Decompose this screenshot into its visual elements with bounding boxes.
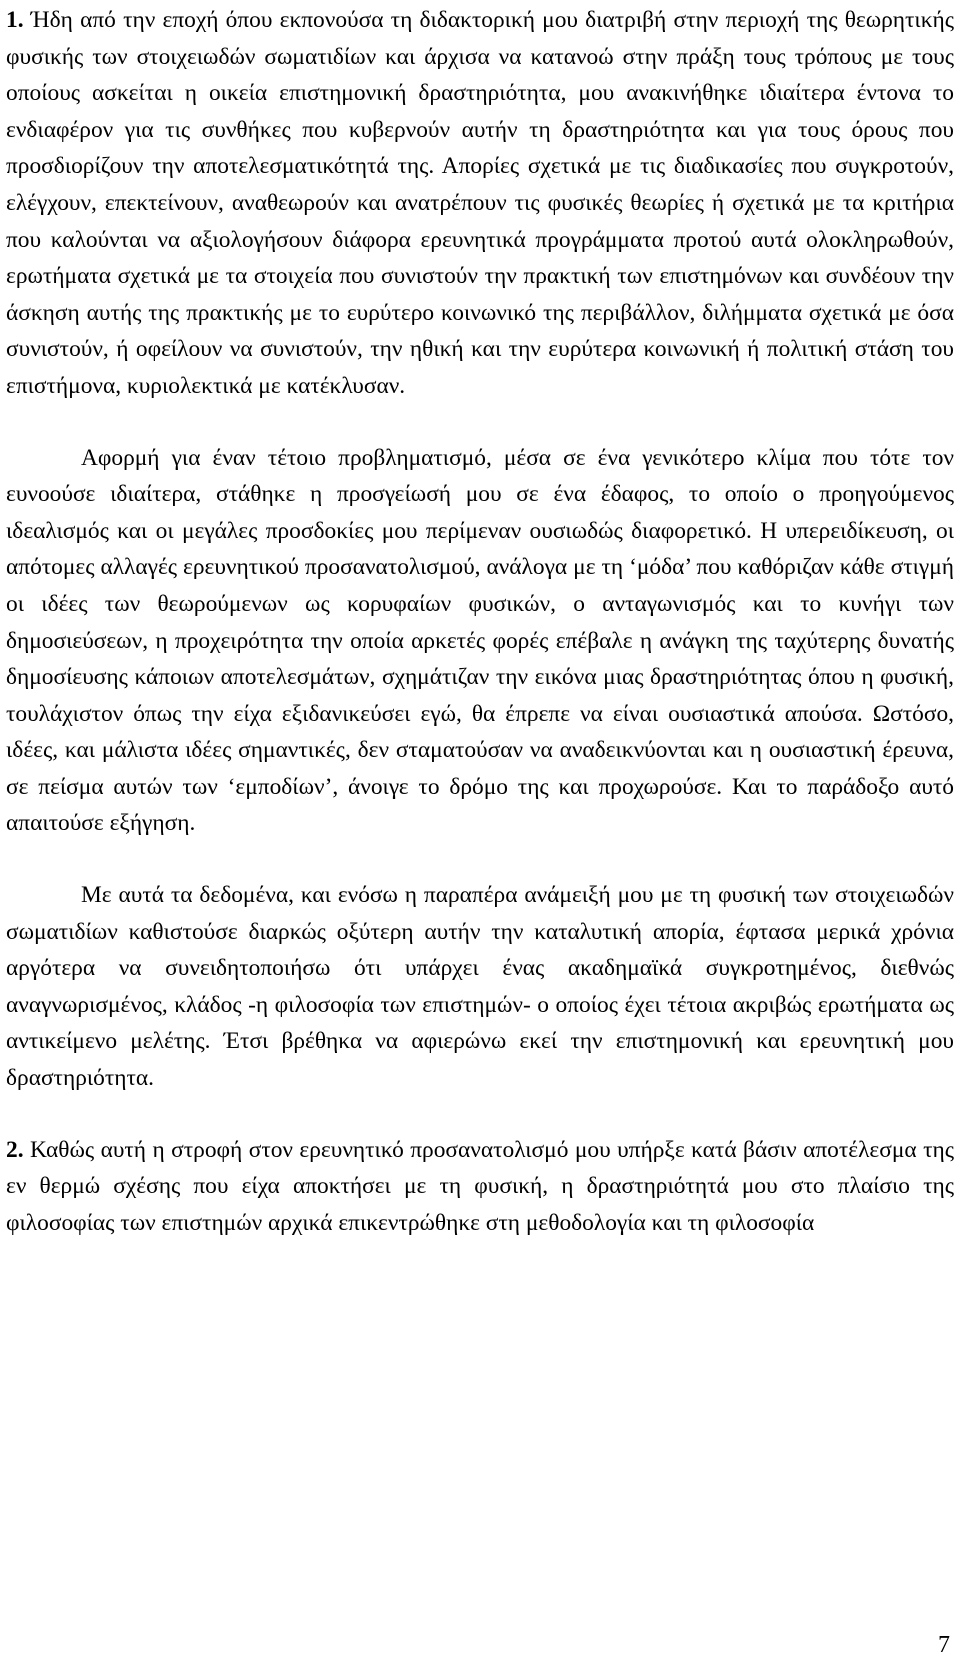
paragraph-3: Με αυτά τα δεδομένα, και ενόσω η παραπέρα ανάμειξή μου με τη φυσική των στοιχειωδών σωματιδίων καθιστούσε διαρκώς οξύτερη αυτήν την καταλυτική απορία, έφτασα μερικά χρόνια αργότερα να συνειδητοποιήσω ότι υπάρχει ένας ακαδημαϊκά συγκροτημένος, διεθνώς αναγνωρισμένος, κλάδος -η φιλοσοφία των επιστημών- ο οποίος έχει τέτοια ακριβώς ερωτήματα ως αντικείμενο μελέτης. Έτσι βρέθηκα να αφιερώνω εκεί την επιστημονική και ερευνητική μου δραστηριότητα. bbox=[6, 882, 954, 1092]
paragraph-gap bbox=[6, 405, 954, 440]
section-1-paragraph bbox=[6, 2, 954, 405]
section-1-text: Ήδη από την εποχή όπου εκπονούσα τη διδακτορική μου διατριβή στην περιοχή της θεωρητικής φυσικής των στοιχειωδών σωματιδίων και άρχισα να κατανοώ στην πράξη τους τρόπους με τους οποίους ασκείται η οικεία επιστημονική δραστηριότητα, μου ανακινήθηκε ιδιαίτερα έντονα το ενδιαφέρον για τις συνθήκες που κυβερνούν αυτήν τη δραστηριότητα και για τους όρους που προσδιορίζουν την αποτελεσματικότητά της. Απορίες σχετικά με τις διαδικασίες που συγκροτούν, ελέγχουν, επεκτείνουν, αναθεωρούν και ανατρέπουν τις φυσικές θεωρίες ή σχετικά με τα κριτήρια που καλούνται να αξιολογήσουν διάφορα ερευνητικά προγράμματα προτού αυτά ολοκληρωθούν, ερωτήματα σχετικά με τα στοιχεία που συνιστούν την πρακτική των επιστημόνων και συνδέουν την άσκηση αυτής της πρακτικής με το ευρύτερο κοινωνικό της περιβάλλον, διλήμματα σχετικά με όσα συνιστούν, ή οφείλουν να συνιστούν, την ηθική και την ευρύτερα κοινωνική ή πολιτική στάση του επιστήμονα, κυριολεκτικά με κατέκλυσαν. bbox=[6, 7, 954, 399]
page-number: 7 bbox=[938, 1632, 950, 1658]
paragraph-gap bbox=[6, 842, 954, 877]
paragraph-gap bbox=[6, 1097, 954, 1132]
section-2-number: 2. bbox=[6, 1136, 24, 1163]
section-2-paragraph bbox=[6, 1132, 954, 1242]
section-1-number: 1. bbox=[6, 7, 24, 33]
section-2-text: Καθώς αυτή η στροφή στον ερευνητικό προσανατολισμό μου υπήρξε κατά βάσιν αποτέλεσμα της εν θερμώ σχέσης που είχα αποκτήσει με τη φυσική, η δραστηριότητά μου στο πλαίσιο της φιλοσοφίας των επιστημών αρχικά επικεντρώθηκε στη μεθοδολογία και τη φιλοσοφία bbox=[6, 1136, 954, 1236]
document-page bbox=[6, 2, 954, 1241]
paragraph-2: Αφορμή για έναν τέτοιο προβληματισμό, μέσα σε ένα γενικότερο κλίμα που τότε τον ευνοούσε ιδιαίτερα, στάθηκε η προσγείωσή μου σε ένα έδαφος, το οποίο ο προηγούμενος ιδεαλισμός και οι μεγάλες προσδοκίες μου περίμεναν ουσιωδώς διαφορετικό. Η υπερειδίκευση, οι απότομες αλλαγές ερευνητικού προσανατολισμού, ανάλογα με τη ‘μόδα’ που καθόριζαν κάθε στιγμή οι ιδέες των θεωρούμενων ως κορυφαίων φυσικών, ο ανταγωνισμός και το κυνήγι των δημοσιεύσεων, η προχειρότητα την οποία αρκετές φορές επέβαλε η ανάγκη της ταχύτερης δυνατής δημοσίευσης κάποιων αποτελεσμάτων, σχημάτιζαν την εικόνα μιας δραστηριότητας όπου η φυσική, τουλάχιστον όπως την είχα εξιδανικεύσει εγώ, θα έπρεπε να είναι ουσιαστικά απούσα. Ωστόσο, ιδέες, και μάλιστα ιδέες σημαντικές, δεν σταματούσαν να αναδεικνύονται και η ουσιαστική έρευνα, σε πείσμα αυτών των ‘εμποδίων’, άνοιγε το δρόμο της και προχωρούσε. Και το παράδοξο αυτό απαιτούσε εξήγηση. bbox=[6, 444, 954, 837]
